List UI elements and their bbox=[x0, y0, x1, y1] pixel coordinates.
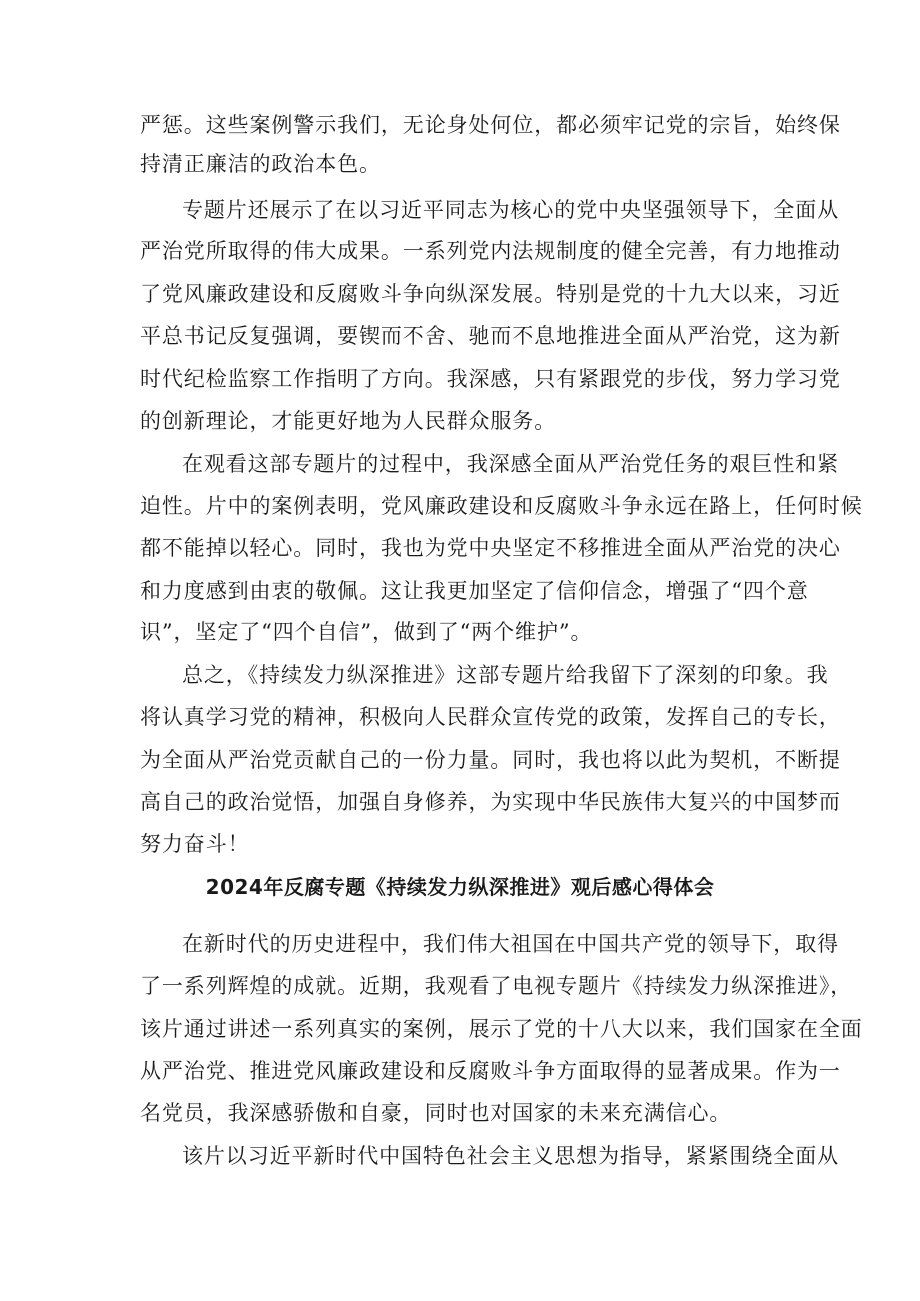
paragraph-line: 识”，坚定了“四个自信”，做到了“两个维护”。 bbox=[140, 620, 593, 644]
paragraph-line: 平总书记反复强调，要锲而不舍、驰而不息地推进全面从严治党，这为新 bbox=[140, 324, 841, 348]
paragraph-line: 严治党所取得的伟大成果。一系列党内法规制度的健全完善，有力地推动 bbox=[140, 239, 841, 263]
paragraph-line: 的创新理论，才能更好地为人民群众服务。 bbox=[140, 409, 557, 433]
paragraph-line: 严惩。这些案例警示我们，无论身处何位，都必须牢记党的宗旨，始终保 bbox=[140, 113, 841, 137]
paragraph-line: 时代纪检监察工作指明了方向。我深感，只有紧跟党的步伐，努力学习党 bbox=[140, 367, 841, 391]
paragraph-line: 总之，《持续发力纵深推进》这部专题片给我留下了深刻的印象。我 bbox=[182, 663, 829, 687]
paragraph-line: 都不能掉以轻心。同时，我也为党中央坚定不移推进全面从严治党的决心 bbox=[140, 536, 841, 560]
paragraph-line: 在新时代的历史进程中，我们伟大祖国在中国共产党的领导下，取得 bbox=[182, 932, 839, 956]
paragraph-line: 迫性。片中的案例表明，党风廉政建设和反腐败斗争永远在路上，任何时候 bbox=[140, 494, 863, 518]
paragraph-line: 名党员，我深感骄傲和自豪，同时也对国家的未来充满信心。 bbox=[140, 1101, 732, 1125]
paragraph-line: 了一系列辉煌的成就。近期，我观看了电视专题片《持续发力纵深推进》， bbox=[140, 974, 853, 998]
paragraph-line: 持清正廉洁的政治本色。 bbox=[140, 152, 381, 176]
article-title: 2024年反腐专题《持续发力纵深推进》观后感心得体会 bbox=[205, 875, 715, 899]
paragraph-line: 努力奋斗！ bbox=[140, 832, 250, 856]
paragraph-line: 从严治党、推进党风廉政建设和反腐败斗争方面取得的显著成果。作为一 bbox=[140, 1059, 841, 1083]
paragraph-line: 该片以习近平新时代中国特色社会主义思想为指导，紧紧围绕全面从 bbox=[182, 1144, 839, 1168]
paragraph-line: 将认真学习党的精神，积极向人民群众宣传党的政策，发挥自己的专长， bbox=[140, 705, 841, 729]
paragraph-line: 为全面从严治党贡献自己的一份力量。同时，我也将以此为契机，不断提 bbox=[140, 748, 841, 772]
paragraph-line: 和力度感到由衷的敬佩。这让我更加坚定了信仰信念，增强了“四个意 bbox=[140, 579, 809, 603]
paragraph-line: 了党风廉政建设和反腐败斗争向纵深发展。特别是党的十九大以来，习近 bbox=[140, 282, 841, 306]
paragraph-line: 在观看这部专题片的过程中，我深感全面从严治党任务的艰巨性和紧 bbox=[182, 452, 839, 476]
paragraph-line: 该片通过讲述一系列真实的案例，展示了党的十八大以来，我们国家在全面 bbox=[140, 1017, 863, 1041]
paragraph-line: 专题片还展示了在以习近平同志为核心的党中央坚强领导下，全面从 bbox=[182, 198, 839, 222]
paragraph-line: 高自己的政治觉悟，加强自身修养，为实现中华民族伟大复兴的中国梦而 bbox=[140, 790, 841, 814]
